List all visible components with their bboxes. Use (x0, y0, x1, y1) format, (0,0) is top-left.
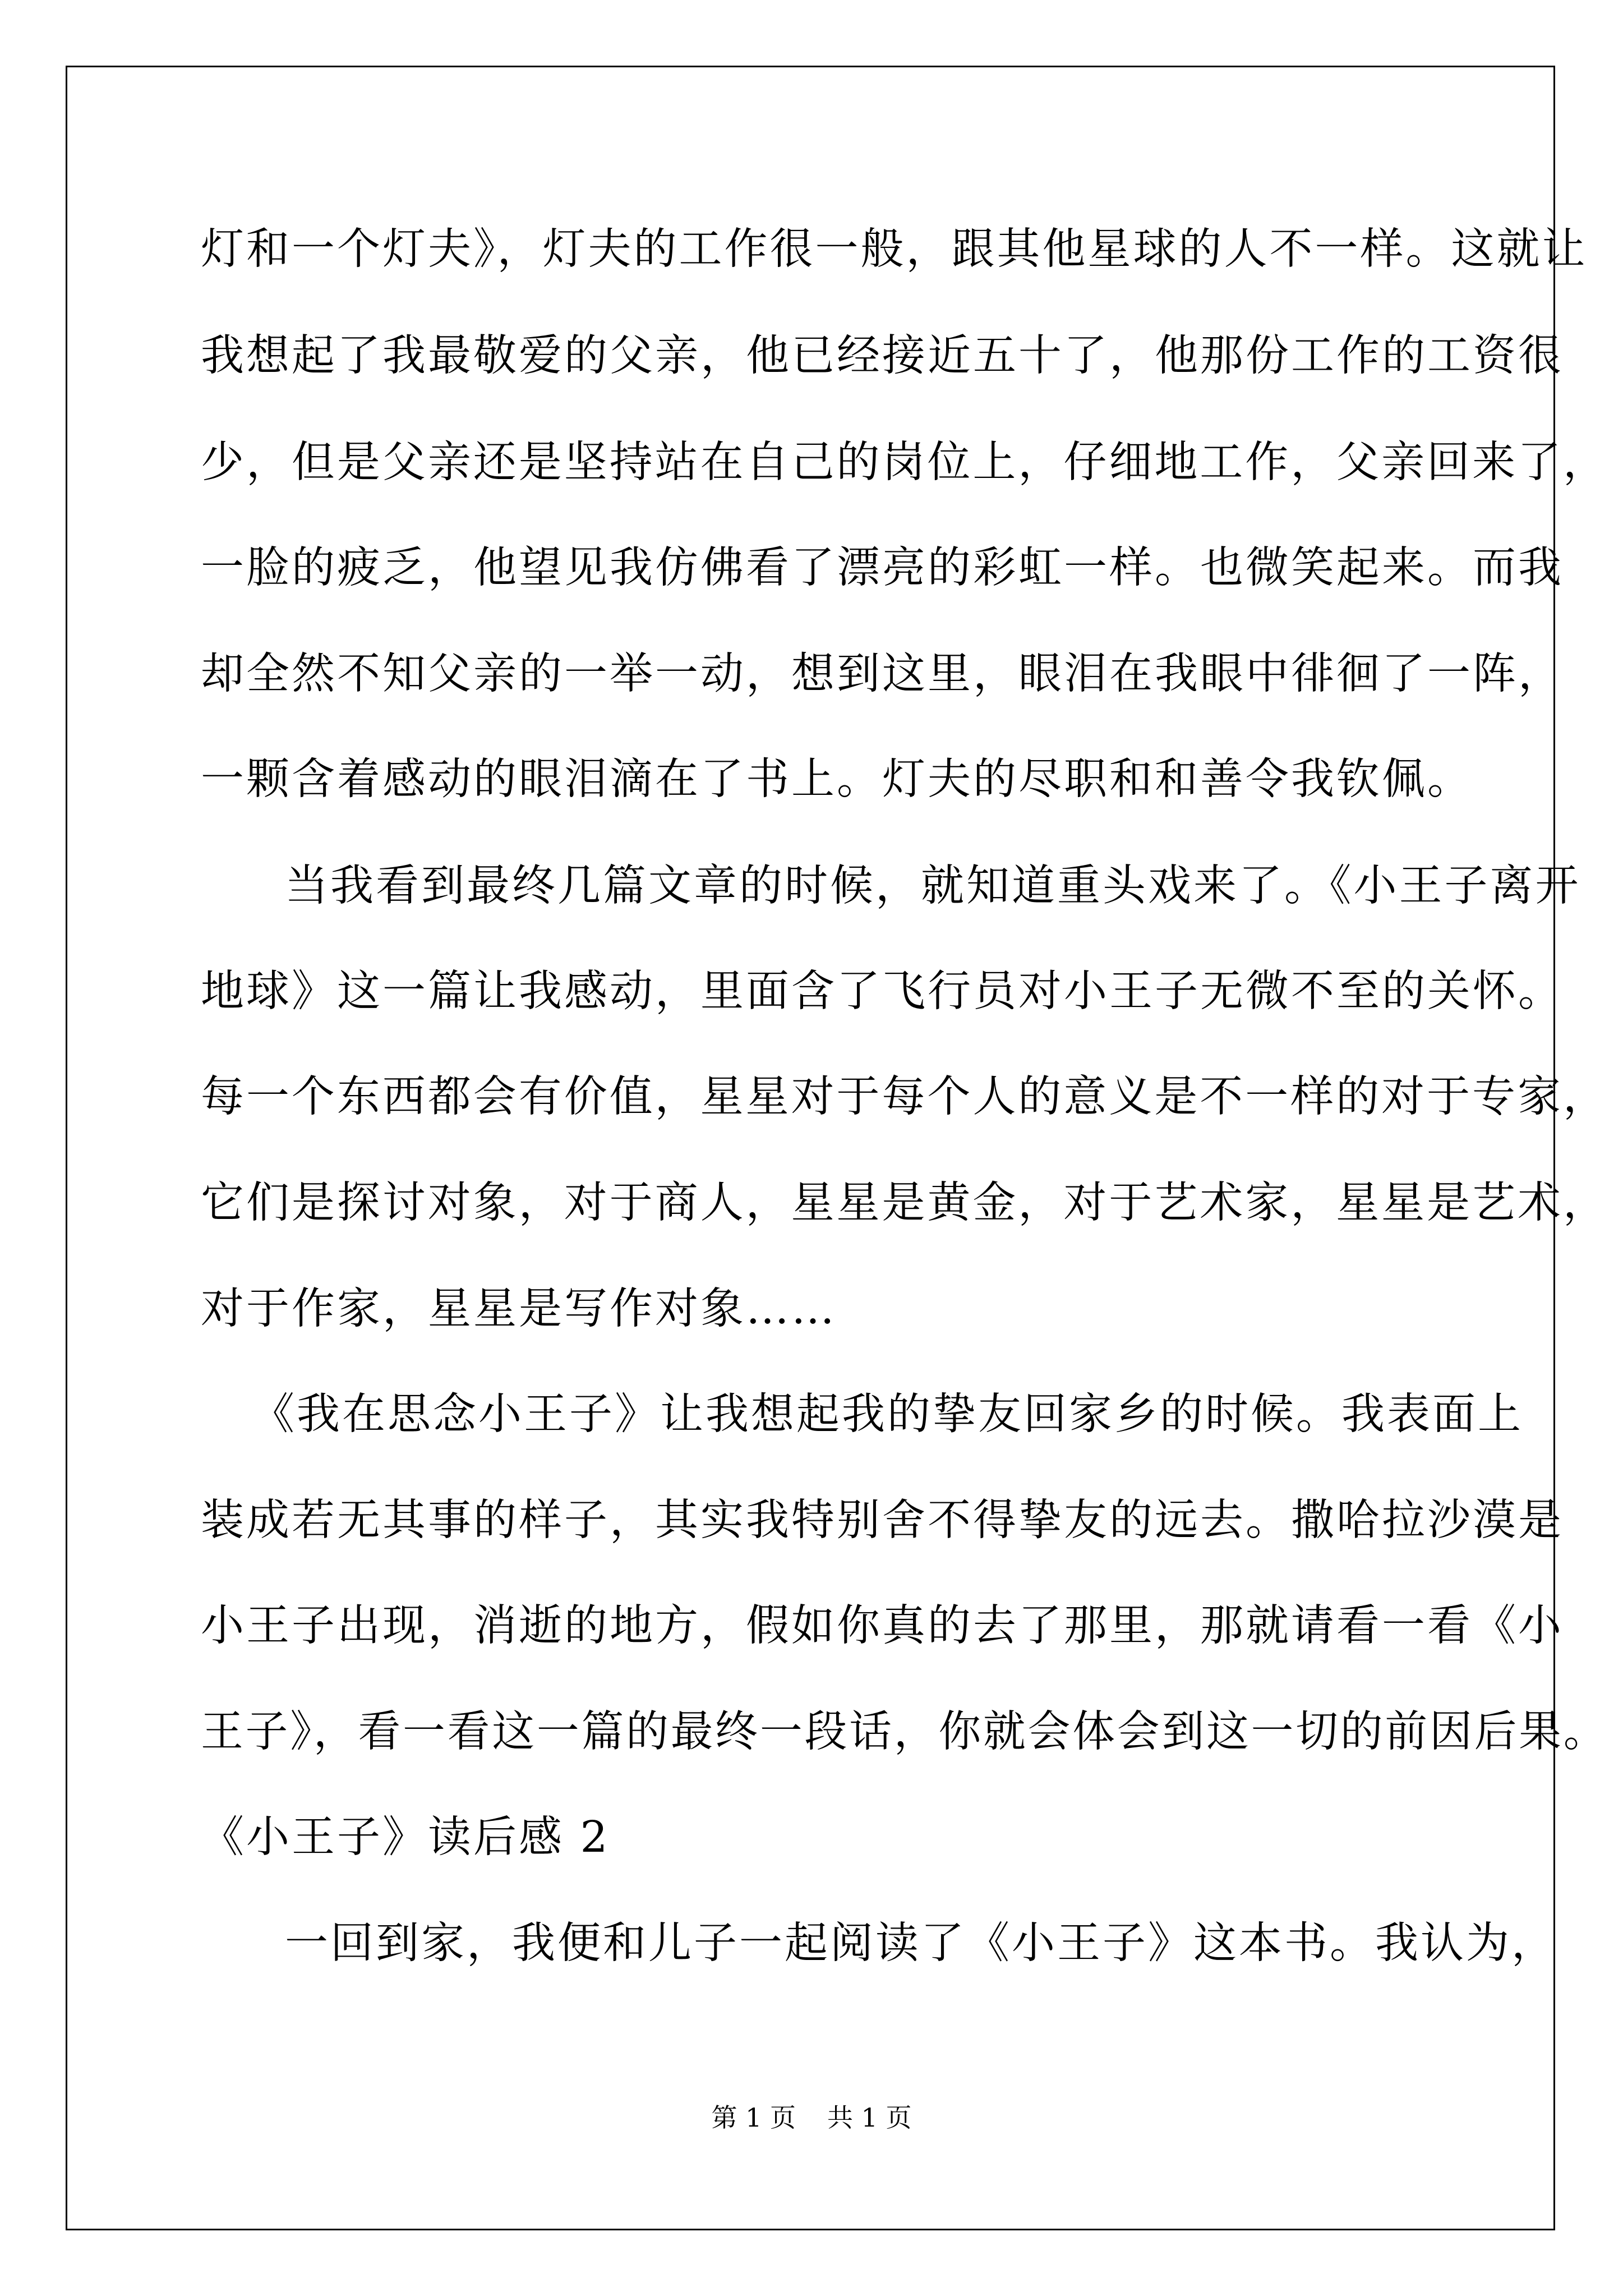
page-number: 第 1 页 (711, 2102, 796, 2133)
text-line: 小王子出现，消逝的地方，假如你真的去了那里，那就请看一看《小 (201, 1601, 1564, 1651)
page-total: 共 1 页 (827, 2102, 912, 2133)
text-line: 每一个东西都会有价值，星星对于每个人的意义是不一样的对于专家， (201, 1072, 1608, 1122)
page-border (66, 66, 1555, 2230)
text-line: 灯和一个灯夫》，灯夫的工作很一般，跟其他星球的人不一样。这就让 (201, 224, 1588, 274)
text-line: 对于作家，星星是写作对象…… (201, 1284, 837, 1334)
paragraph-first-line: 《我在思念小王子》让我想起我的挚友回家乡的时候。我表面上 (251, 1389, 1523, 1439)
text-line: 少，但是父亲还是坚持站在自己的岗位上，仔细地工作，父亲回来了， (201, 438, 1608, 487)
text-line: 地球》这一篇让我感动，里面含了飞行员对小王子无微不至的关怀。 (201, 967, 1564, 1016)
text-line: 装成若无其事的样子，其实我特别舍不得挚友的远去。撒哈拉沙漠是 (201, 1496, 1564, 1545)
section-heading: 《小王子》读后感 2 (201, 1812, 610, 1862)
text-line: 我想起了我最敬爱的父亲，他已经接近五十了，他那份工作的工资很 (201, 331, 1564, 381)
text-line: 一脸的疲乏，他望见我仿佛看了漂亮的彩虹一样。也微笑起来。而我 (201, 543, 1564, 593)
paragraph-first-line: 当我看到最终几篇文章的时候，就知道重头戏来了。《小王子离开 (285, 861, 1581, 911)
page-footer (0, 2101, 1623, 2134)
text-line: 它们是探讨对象，对于商人，星星是黄金，对于艺术家，星星是艺术， (201, 1178, 1608, 1228)
text-line: 一颗含着感动的眼泪滴在了书上。灯夫的尽职和和善令我钦佩。 (201, 754, 1473, 804)
paragraph-first-line: 一回到家，我便和儿子一起阅读了《小王子》这本书。我认为， (285, 1918, 1557, 1968)
text-line: 王子》，看一看这一篇的最终一段话，你就会体会到这一切的前因后果。 (201, 1707, 1608, 1757)
text-line: 却全然不知父亲的一举一动，想到这里，眼泪在我眼中徘徊了一阵， (201, 649, 1564, 699)
